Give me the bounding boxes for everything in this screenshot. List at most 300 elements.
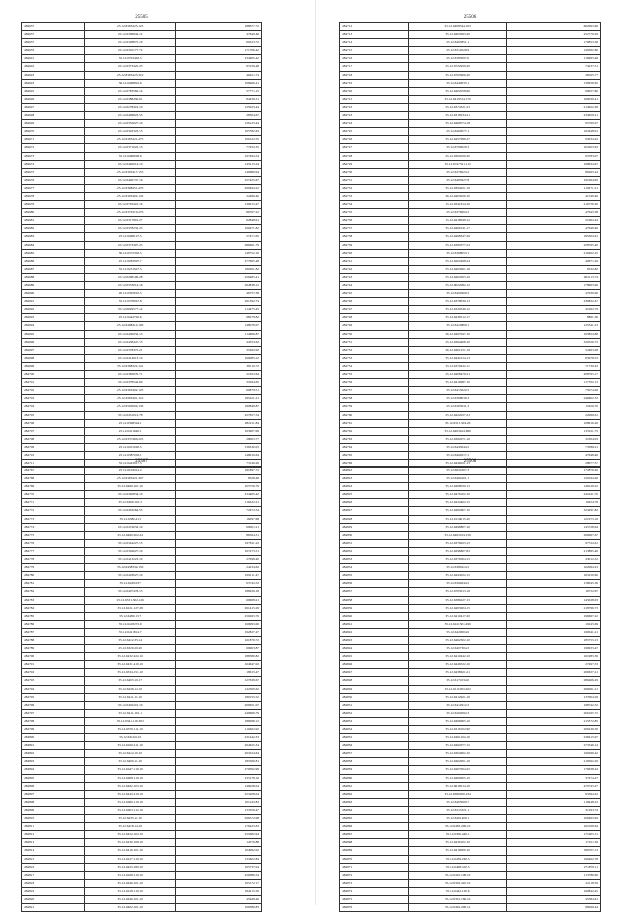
amount-cell: 291392.74 (175, 298, 261, 306)
sheet-title: 25507 (135, 459, 148, 464)
row-id-cell: 484802 (22, 750, 85, 758)
row-id-cell: 484763 (340, 435, 409, 443)
row-id-cell: 484753 (340, 354, 409, 362)
amount-cell: 249669.79 (175, 709, 261, 717)
code-cell: 35.12.6402.290.12 (408, 904, 507, 912)
amount-cell: 228795.40 (507, 241, 601, 249)
row-id-cell: 484791 (22, 661, 85, 669)
table-row (340, 371, 601, 379)
amount-cell: 402113.74 (507, 273, 601, 281)
code-cell: 35.12.6460005.10 (408, 774, 507, 782)
code-cell: 35.12.6362071.10 (408, 435, 507, 443)
amount-cell: 162094.23 (507, 564, 601, 572)
amount-cell: 263224.64 (175, 750, 261, 758)
table-row (340, 523, 601, 531)
amount-cell: 49671.29 (507, 257, 601, 265)
row-id-cell: 484678 (22, 192, 85, 200)
table-row (22, 371, 262, 379)
row-id-cell: 484711 (22, 460, 85, 468)
amount-cell: 176853.36 (507, 39, 601, 47)
code-cell: 35.12.6380200.234 (408, 790, 507, 798)
row-id-cell: 484672 (22, 144, 85, 152)
code-cell: 25.12.6303402.125 (85, 387, 176, 395)
code-cell: 25.12.6374321.23 (408, 103, 507, 111)
code-cell: 35.12.6378047.8 (85, 298, 176, 306)
code-cell: 15.12.6418049.12 (408, 217, 507, 225)
amount-cell: 109122.55 (175, 136, 261, 144)
row-id-cell: 484757 (340, 387, 409, 395)
amount-cell: 216402.25 (507, 249, 601, 257)
table-row (340, 612, 601, 620)
row-id-cell: 484819 (22, 887, 85, 895)
table-row (22, 515, 262, 523)
code-cell: 35.12.6482607.10 (408, 507, 507, 515)
amount-cell: 176423.63 (175, 823, 261, 831)
amount-cell: 97722.61 (507, 539, 601, 547)
row-id-cell: 484826 (340, 499, 409, 507)
code-cell: 25.12.6310177.72 (85, 47, 176, 55)
amount-cell: 197494.54 (175, 152, 261, 160)
code-cell: 25.12.6309844.12 (85, 31, 176, 39)
code-cell: 35.12.6369.101.5 (85, 499, 176, 507)
code-cell: 35.12.6618514.10 (408, 782, 507, 790)
code-cell: 35.12.6428.110.10 (85, 871, 176, 879)
amount-cell: 47649.46 (507, 225, 601, 233)
amount-cell: 38110.72 (175, 362, 261, 370)
amount-cell: 130013.47 (175, 201, 261, 209)
amount-cell: 186939.18 (175, 588, 261, 596)
amount-cell: 98276.82 (175, 314, 261, 322)
table-row (340, 572, 601, 580)
amount-cell: 126123.44 (175, 120, 261, 128)
code-cell: 35.12.6202092.3 (408, 709, 507, 717)
amount-cell: 148129.22 (507, 483, 601, 491)
amount-cell: 86265.24 (507, 168, 601, 176)
amount-cell: 74237.51 (507, 63, 601, 71)
code-cell: 25.12.6388456.61 (85, 95, 176, 103)
row-id-cell: 484754 (340, 362, 409, 370)
table-row (22, 411, 262, 419)
row-id-cell: 484872 (340, 871, 409, 879)
table-row (340, 338, 601, 346)
amount-cell: 35262.92 (175, 346, 261, 354)
code-cell: 25.12.6783582.14 (85, 87, 176, 95)
row-id-cell: 484716 (340, 55, 409, 63)
code-cell: 35.12.6446.101.10 (85, 879, 176, 887)
row-id-cell: 484735 (340, 209, 409, 217)
code-cell: 25.12.6378475.21 (85, 346, 176, 354)
code-cell: 35.12.6469574.18 (408, 120, 507, 128)
amount-cell: 166389.83 (175, 904, 261, 912)
row-id-cell: 484718 (340, 71, 409, 79)
code-cell: 35.12.6480.13.7 (85, 612, 176, 620)
row-id-cell: 484756 (340, 379, 409, 387)
code-cell: 35.12.6402.101.10 (85, 904, 176, 912)
amount-cell: 9332.82 (507, 265, 601, 273)
table-row (22, 217, 262, 225)
code-cell: 25.12.6368544.1 (85, 419, 176, 427)
row-id-cell: 484789 (22, 645, 85, 653)
table-row (340, 604, 601, 612)
amount-cell: 168634.67 (507, 160, 601, 168)
code-cell: 25.12.6451020.5 (85, 443, 176, 451)
table-row (22, 71, 262, 79)
amount-cell: 206165.72 (507, 709, 601, 717)
amount-cell: 234465.42 (175, 491, 261, 499)
table-row (340, 871, 601, 879)
table-row (22, 677, 262, 685)
row-id-cell: 484747 (340, 306, 409, 314)
table-row (22, 491, 262, 499)
amount-cell: 161879.72 (175, 636, 261, 644)
row-id-cell: 484788 (22, 636, 85, 644)
code-cell: 35.12.6407304.3 (408, 645, 507, 653)
code-cell: 35.12.6418272.9 (85, 620, 176, 628)
table-row (22, 774, 262, 782)
code-cell: 35.12.6434402.15 (408, 499, 507, 507)
amount-cell: 114606.87 (175, 330, 261, 338)
amount-cell: 163448.91 (507, 128, 601, 136)
table-row (340, 103, 601, 111)
amount-cell: 125023.44 (175, 103, 261, 111)
code-cell: 25.12.6400077.1 (408, 128, 507, 136)
table-row (22, 863, 262, 871)
amount-cell: 148076.07 (175, 322, 261, 330)
table-row (340, 354, 601, 362)
code-cell: 35.12.6440035.1 (408, 79, 507, 87)
code-cell: 35.12.6462077.15 (408, 742, 507, 750)
code-cell: 35.12.6649577.12 (85, 306, 176, 314)
code-cell: 35.12.6443044.5 (408, 443, 507, 451)
table-row (340, 136, 601, 144)
row-id-cell: 484827 (340, 507, 409, 515)
row-id-cell: 484845 (340, 653, 409, 661)
code-cell: 35.12.6436.12.10 (85, 685, 176, 693)
row-id-cell: 484769 (22, 483, 85, 491)
table-row (22, 839, 262, 847)
amount-cell: 282211.84 (175, 419, 261, 427)
code-cell: 35.12.6376023.15 (408, 539, 507, 547)
row-id-cell: 484818 (22, 879, 85, 887)
code-cell: 35.12.6405000.7 (408, 798, 507, 806)
amount-cell: 277665.48 (175, 257, 261, 265)
row-id-cell: 484849 (340, 685, 409, 693)
table-row (22, 483, 262, 491)
table-row (22, 523, 262, 531)
code-cell: 25.12.6373407.23 (85, 241, 176, 249)
table-row (22, 790, 262, 798)
row-id-cell: 484805 (22, 774, 85, 782)
row-id-cell: 484705 (22, 411, 85, 419)
amount-cell: 180201.82 (175, 265, 261, 273)
table-row (22, 379, 262, 387)
table-row (22, 249, 262, 257)
table-row (340, 168, 601, 176)
amount-cell: 69003.87 (175, 645, 261, 653)
row-id-cell: 484874 (340, 887, 409, 895)
row-id-cell: 484856 (340, 742, 409, 750)
code-cell: 35.12.6469141.17 (408, 225, 507, 233)
sheet-25508 (339, 458, 601, 912)
code-cell: 25.12.6373425.23 (85, 63, 176, 71)
code-cell: 25.12.6398451.470 (85, 184, 176, 192)
row-id-cell: 484730 (340, 168, 409, 176)
amount-cell: 22466.40 (175, 192, 261, 200)
code-cell: 35.12.6304027.10 (85, 547, 176, 555)
row-id-cell: 484643 (22, 71, 85, 79)
row-id-cell: 484684 (22, 241, 85, 249)
table-row (22, 871, 262, 879)
code-cell: 35.12.6320540.12 (408, 306, 507, 314)
code-cell: 25.12.6498127.5 (85, 233, 176, 241)
amount-cell: 130956.65 (507, 79, 601, 87)
row-id-cell: 484725 (340, 128, 409, 136)
amount-cell: 180849.87 (175, 403, 261, 411)
code-cell: 35.12.6024307.3 (408, 467, 507, 475)
table-row (22, 257, 262, 265)
table-row (22, 847, 262, 855)
amount-cell: 22118.59 (507, 879, 601, 887)
code-cell: 36.12.6403026.10 (408, 192, 507, 200)
amount-cell: 158045.36 (507, 580, 601, 588)
amount-cell: 188677.72 (175, 23, 261, 31)
table-row (22, 467, 262, 475)
amount-cell: 266091.21 (507, 685, 601, 693)
amount-cell: 189155.52 (175, 693, 261, 701)
table-row (22, 120, 262, 128)
table-row (22, 572, 262, 580)
amount-cell: 213895.46 (507, 547, 601, 555)
code-cell: 25.12.8393425.125 (85, 23, 176, 31)
row-id-cell: 484752 (340, 346, 409, 354)
row-id-cell: 484807 (22, 790, 85, 798)
row-id-cell: 484857 (340, 750, 409, 758)
table-row (340, 677, 601, 685)
row-id-cell: 484809 (22, 806, 85, 814)
data-table (339, 466, 601, 912)
code-cell: 35.12.6231627.5 (85, 265, 176, 273)
code-cell: 35.12.6418.14.10 (85, 823, 176, 831)
table-row (340, 176, 601, 184)
data-table (339, 22, 601, 468)
row-id-cell: 484810 (22, 815, 85, 823)
table-row (22, 782, 262, 790)
amount-cell: 136330.03 (175, 443, 261, 451)
row-id-cell: 484731 (340, 176, 409, 184)
code-cell: 35.12.6763906.20 (408, 71, 507, 79)
table-row (22, 128, 262, 136)
amount-cell: 65978.53 (507, 354, 601, 362)
row-id-cell: 484859 (340, 766, 409, 774)
row-id-cell: 484759 (340, 403, 409, 411)
amount-cell: 93394.22 (507, 790, 601, 798)
row-id-cell: 484832 (340, 547, 409, 555)
row-id-cell: 484690 (22, 290, 85, 298)
code-cell: 35.12.6380.413 (85, 515, 176, 523)
row-id-cell: 484646 (22, 95, 85, 103)
code-cell: 25.12.6378030.13 (408, 298, 507, 306)
code-cell: 35.12.6411.101.1 (85, 709, 176, 717)
amount-cell: 186707.13 (507, 847, 601, 855)
table-row (22, 144, 262, 152)
amount-cell: 186098.12 (175, 717, 261, 725)
code-cell: 25.12.6385097.6 (408, 55, 507, 63)
table-row (340, 249, 601, 257)
code-cell: 35.12.6411.127.28 (85, 604, 176, 612)
row-id-cell: 484875 (340, 895, 409, 903)
code-cell: 35.12.6334.151.10 (85, 669, 176, 677)
row-id-cell: 484746 (340, 298, 409, 306)
amount-cell: 37474.27 (507, 774, 601, 782)
code-cell: 35.12.6410987.10 (408, 379, 507, 387)
amount-cell: 165172.17 (175, 879, 261, 887)
amount-cell: 290494.22 (175, 184, 261, 192)
code-cell: 35.12.6415022.5 (408, 387, 507, 395)
amount-cell: 133402.84 (175, 855, 261, 863)
code-cell: 35.12.6419314.170 (408, 95, 507, 103)
row-id-cell: 484643 (22, 79, 85, 87)
code-cell: 25.12.6440137.16 (85, 176, 176, 184)
amount-cell: 199933.47 (507, 645, 601, 653)
code-cell: 35.12.6462302.10 (408, 636, 507, 644)
code-cell: 35.12.6747321.112 (408, 160, 507, 168)
table-row (340, 63, 601, 71)
code-cell: 35.12.6407004.25 (408, 766, 507, 774)
amount-cell: 114475.45 (175, 306, 261, 314)
table-row (340, 95, 601, 103)
amount-cell: 162109.64 (507, 823, 601, 831)
table-row (22, 314, 262, 322)
amount-cell: 166030.41 (507, 95, 601, 103)
row-id-cell: 484637 (22, 23, 85, 31)
table-row (22, 79, 262, 87)
row-id-cell: 484801 (22, 742, 85, 750)
code-cell: 25.12.6444702.6 (85, 314, 176, 322)
amount-cell: 160842.45 (507, 887, 601, 895)
row-id-cell: 484814 (22, 847, 85, 855)
row-id-cell: 484864 (340, 806, 409, 814)
amount-cell: 137904.29 (507, 693, 601, 701)
amount-cell: 273346.14 (507, 742, 601, 750)
code-cell: 35.12.6402017.1 (408, 451, 507, 459)
table-row (340, 515, 601, 523)
code-cell: 25.12.6312029.9 (408, 47, 507, 55)
table-row (22, 47, 262, 55)
table-row (340, 233, 601, 241)
amount-cell: 16097.68 (175, 515, 261, 523)
code-cell: 35.12.6111063.202 (408, 685, 507, 693)
table-row (340, 467, 601, 475)
code-cell: 35.12.6403424.690 (408, 427, 507, 435)
code-cell: 35.12.6452.102.10 (85, 831, 176, 839)
code-cell: 35.12.6411501.499 (408, 620, 507, 628)
table-row (22, 887, 262, 895)
row-id-cell: 484713 (340, 31, 409, 39)
row-id-cell: 484830 (340, 531, 409, 539)
code-cell: 35.12.6461104.10 (408, 734, 507, 742)
amount-cell: 45648.46 (175, 895, 261, 903)
code-cell: 25.12.6331.302.126 (85, 596, 176, 604)
row-id-cell: 484745 (340, 290, 409, 298)
row-id-cell: 484729 (340, 160, 409, 168)
code-cell: 35.12.6300.440.1 (408, 831, 507, 839)
amount-cell: 93156.48 (175, 63, 261, 71)
amount-cell: 43012.52 (507, 556, 601, 564)
table-row (340, 87, 601, 95)
row-id-cell: 484855 (340, 734, 409, 742)
row-id-cell: 484727 (340, 144, 409, 152)
row-id-cell: 484750 (340, 330, 409, 338)
amount-cell: 98266.44 (507, 904, 601, 912)
row-id-cell: 484765 (340, 451, 409, 459)
amount-cell: 163907.06 (175, 427, 261, 435)
table-row (340, 79, 601, 87)
row-id-cell: 484787 (22, 628, 85, 636)
row-id-cell: 484822 (340, 467, 409, 475)
table-row (340, 531, 601, 539)
amount-cell: 47645.58 (507, 209, 601, 217)
table-row (22, 855, 262, 863)
amount-cell: 291415.29 (175, 604, 261, 612)
table-row (22, 192, 262, 200)
amount-cell: 160296.42 (507, 750, 601, 758)
amount-cell: 185304.61 (507, 233, 601, 241)
row-id-cell: 484698 (22, 354, 85, 362)
row-id-cell: 484682 (22, 225, 85, 233)
amount-cell: 117702.13 (507, 379, 601, 387)
code-cell: 25.12.6376004.3 (408, 209, 507, 217)
amount-cell: 165259.60 (507, 572, 601, 580)
row-id-cell: 484740 (340, 249, 409, 257)
table-row (340, 782, 601, 790)
table-row (22, 306, 262, 314)
row-id-cell: 484846 (340, 661, 409, 669)
table-row (22, 298, 262, 306)
amount-cell: 271879.11 (507, 863, 601, 871)
table-row (340, 823, 601, 831)
code-cell: 35.12.6406665.10 (408, 717, 507, 725)
amount-cell: 231442.33 (175, 734, 261, 742)
amount-cell: 288461.79 (175, 241, 261, 249)
amount-cell: 77452.35 (175, 144, 261, 152)
table-row (340, 734, 601, 742)
amount-cell: 142309.62 (175, 685, 261, 693)
code-cell: 30.12.6372302.5 (85, 249, 176, 257)
code-cell: 35.12.6370422.11 (408, 362, 507, 370)
amount-cell: 106493.94 (507, 815, 601, 823)
code-cell: 35.12.6402900.5 (408, 290, 507, 298)
code-cell: 35.12.6403264.55 (85, 507, 176, 515)
table-row (340, 726, 601, 734)
row-id-cell: 484712 (340, 23, 409, 31)
table-row (22, 241, 262, 249)
row-id-cell: 484792 (22, 669, 85, 677)
table-row (22, 362, 262, 370)
table-row (340, 790, 601, 798)
sheet-title: 25506 (463, 15, 477, 20)
code-cell: 35.12.6376023.2 (408, 168, 507, 176)
table-row (340, 507, 601, 515)
row-id-cell: 484816 (22, 863, 85, 871)
code-cell: 25.12.6317601.27 (85, 217, 176, 225)
amount-cell: 52463.28 (507, 346, 601, 354)
code-cell: 35.12.6469.101.10 (85, 483, 176, 491)
table-row (340, 419, 601, 427)
code-cell: 35.12.6443.210.10 (85, 790, 176, 798)
table-row (340, 774, 601, 782)
code-cell: 35.12.6410800.1 (408, 322, 507, 330)
row-id-cell: 484773 (22, 515, 85, 523)
